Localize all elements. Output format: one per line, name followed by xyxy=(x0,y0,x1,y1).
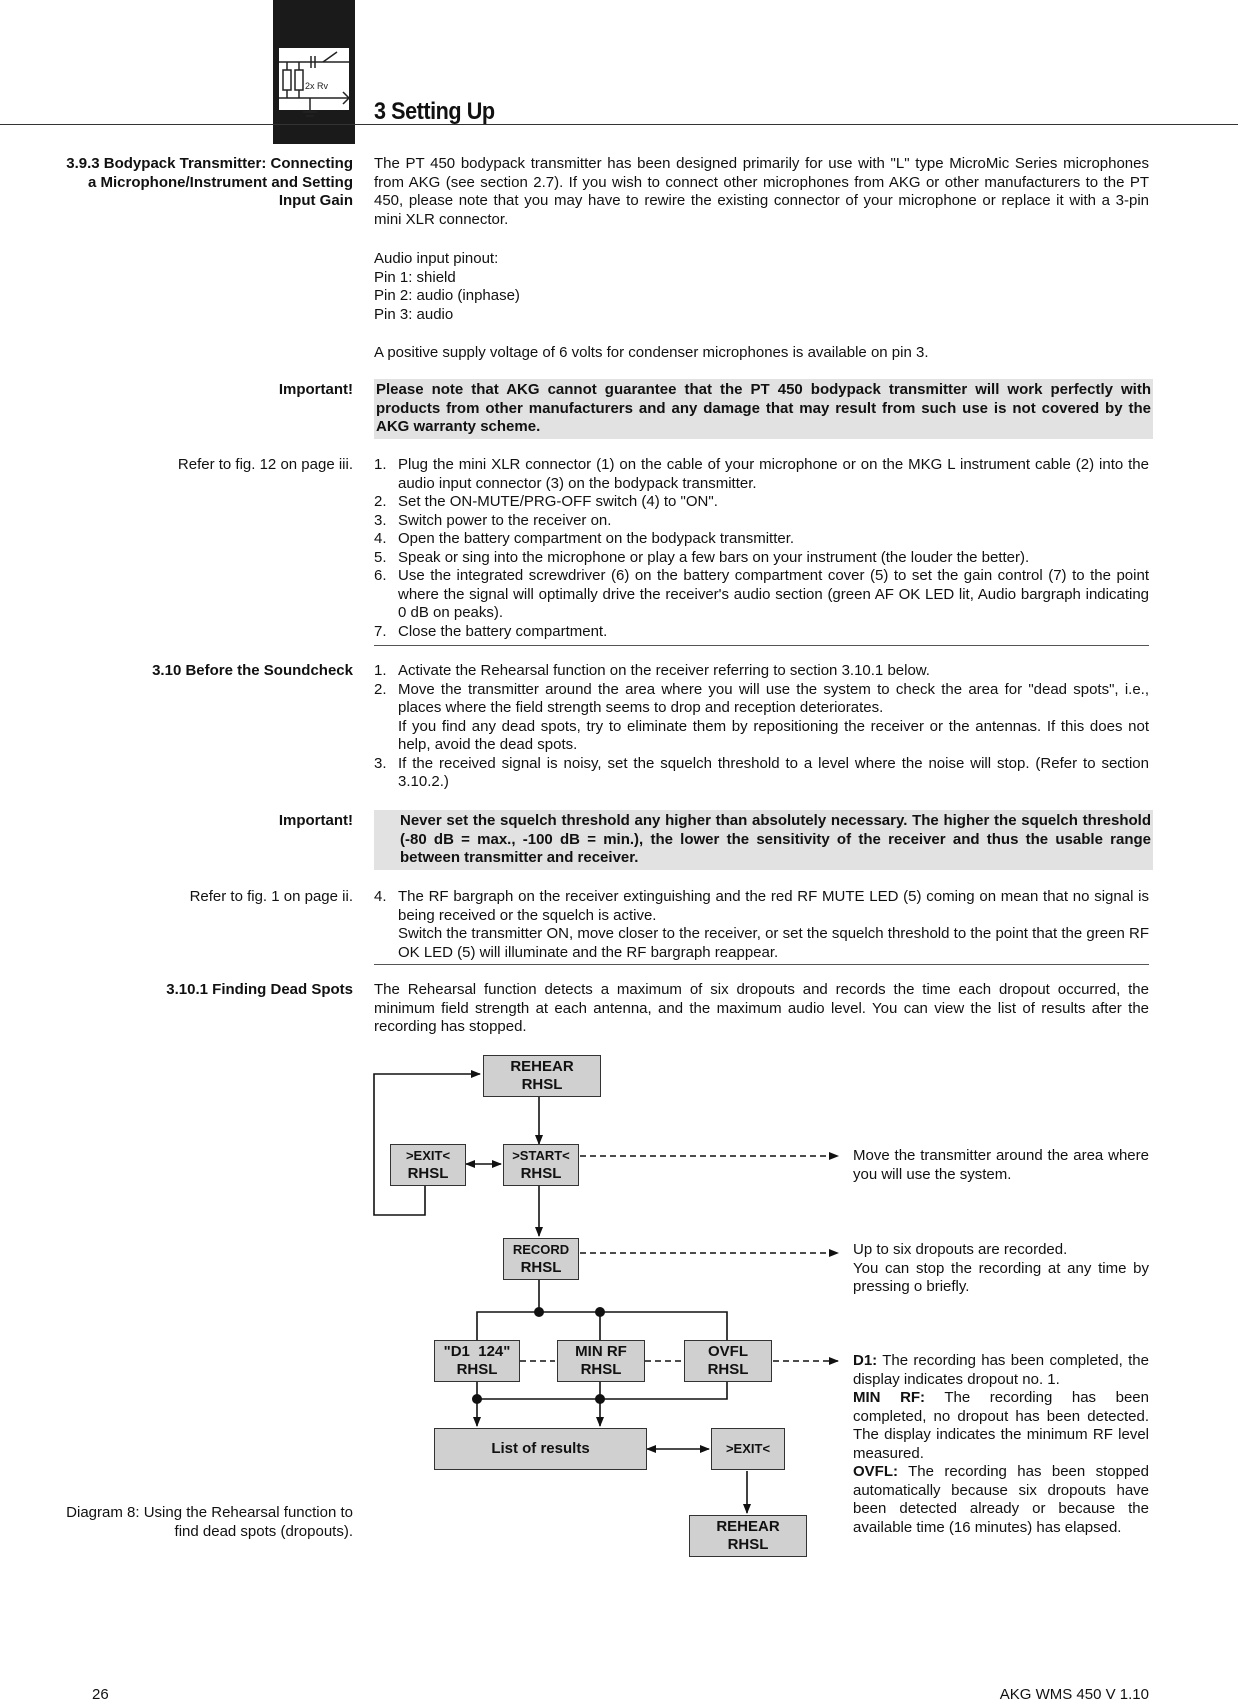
box-line: RHSL xyxy=(456,1361,498,1378)
display-exit-bottom xyxy=(711,1428,785,1470)
refer-fig-12: Refer to fig. 12 on page iii. xyxy=(177,456,353,473)
pin-2: Pin 2: audio (inphase) xyxy=(374,287,520,304)
important-text: Never set the squelch threshold any higher than absolutely necessary. The higher the squelch threshold (-80 dB = max., -100 dB = min.), the lower the sensitivity of the receiver and thus the usable range between transmitter and receiver. xyxy=(400,812,1151,866)
refer-fig-1: Refer to fig. 1 on page ii. xyxy=(189,888,353,905)
box-line: "D1 124" xyxy=(443,1343,511,1360)
step-text: The RF bargraph on the receiver extinguishing and the red RF MUTE LED (5) coming on mean that no signal is being received or the squelch is active. xyxy=(398,888,1149,924)
important-label: Important! xyxy=(278,381,353,398)
note-label: OVFL: xyxy=(853,1463,898,1480)
display-minrf xyxy=(557,1340,645,1382)
box-line: RHSL xyxy=(407,1165,449,1182)
step-text: Plug the mini XLR connector (1) on the cable of your microphone or on the MKG L instrument cable (2) into the audio input connector (3) on the bodypack transmitter. xyxy=(398,456,1149,492)
note-d1 xyxy=(853,1352,1149,1389)
page-number: 26 xyxy=(92,1686,109,1703)
step-number: 1. xyxy=(374,662,387,679)
note-results xyxy=(853,1352,1149,1537)
section-heading-3101: 3.10.1 Finding Dead Spots xyxy=(166,981,353,998)
step-text: If the received signal is noisy, set the squelch threshold to a level where the noise will stop. (Refer to section 3.10.2.) xyxy=(398,754,1149,790)
section-heading-393: 3.9.3 Bodypack Transmitter: Connecting a Microphone/Instrument and Setting Input Gain xyxy=(66,155,353,209)
step-text: If you find any dead spots, try to eliminate them by repositioning the receiver or the antennas. If this does not help, avoid the dead spots. xyxy=(398,717,1149,753)
box-line: OVFL xyxy=(708,1343,748,1360)
step-text: Use the integrated screwdriver (6) on the battery compartment cover (5) to set the gain control (7) to the point where the signal will optimally drive the receiver's audio section (green AF OK LED lit, Audio bargraph indicating 0 dB on peaks). xyxy=(398,567,1149,621)
display-ovfl xyxy=(684,1340,772,1382)
diagram-caption: Diagram 8: Using the Rehearsal function to find dead spots (dropouts). xyxy=(66,1504,353,1540)
step-text: Open the battery compartment on the bodypack transmitter. xyxy=(398,530,795,547)
document-id: AKG WMS 450 V 1.10 xyxy=(999,1686,1149,1703)
step-number: 3. xyxy=(374,754,387,772)
step-text: Switch the transmitter ON, move closer to the receiver, or set the squelch threshold to the point that the green RF OK LED (5) will illuminate and the RF bargraph reappear. xyxy=(398,925,1149,961)
display-exit xyxy=(390,1144,466,1186)
pinout-title: Audio input pinout: xyxy=(374,250,499,267)
box-line: RHSL xyxy=(580,1361,622,1378)
display-record xyxy=(503,1238,579,1280)
note-text: Move the transmitter around the area where you will use the system. xyxy=(853,1147,1149,1183)
step-text: Switch power to the receiver on. xyxy=(398,511,612,529)
display-rehear-bottom xyxy=(689,1515,807,1557)
display-rehear-top xyxy=(483,1055,601,1097)
box-line: >EXIT< xyxy=(725,1441,771,1456)
step-number: 4. xyxy=(374,888,387,905)
note-ovfl xyxy=(853,1463,1149,1537)
display-d1 xyxy=(434,1340,520,1382)
important-text: Please note that AKG cannot guarantee that the PT 450 bodypack transmitter will work perfectly with products from other manufacturers and any damage that may result from such use is not covered by the AKG warranty scheme. xyxy=(376,381,1151,435)
box-line: REHEAR xyxy=(716,1518,780,1535)
step-number: 2. xyxy=(374,493,387,510)
step-text: Activate the Rehearsal function on the receiver referring to section 3.10.1 below. xyxy=(398,662,930,679)
step-text: Close the battery compartment. xyxy=(398,622,608,640)
note-move xyxy=(853,1147,1149,1184)
box-line: RHSL xyxy=(707,1361,749,1378)
box-line: RHSL xyxy=(521,1076,563,1093)
list-of-results-box xyxy=(434,1428,647,1470)
step-text: Move the transmitter around the area where you will use the system to check the area for "dead spots", i.e., places where the field strength seems to drop and reception deteriorates. xyxy=(398,680,1149,716)
box-line: REHEAR xyxy=(510,1058,574,1075)
note-text: Up to six dropouts are recorded. xyxy=(853,1241,1068,1258)
step-text: Set the ON-MUTE/PRG-OFF switch (4) to "ON". xyxy=(398,493,718,510)
note-text: The recording has been stopped automatically because six dropouts have been detected already or because the available time (16 minutes) has elapsed. xyxy=(853,1463,1149,1536)
step-number: 5. xyxy=(374,548,387,566)
box-line: MIN RF xyxy=(575,1343,627,1360)
note-text: The recording has been completed, the display indicates dropout no. 1. xyxy=(853,1352,1149,1388)
step-number: 3. xyxy=(374,511,387,529)
pin-3: Pin 3: audio xyxy=(374,305,454,323)
box-line: RECORD xyxy=(512,1242,570,1257)
pin-1: Pin 1: shield xyxy=(374,268,456,286)
step-text: Speak or sing into the microphone or play a few bars on your instrument (the louder the better). xyxy=(398,548,1030,566)
note-text: You can stop the recording at any time by pressing o briefly. xyxy=(853,1259,1149,1295)
step-number: 4. xyxy=(374,530,387,547)
step-number: 7. xyxy=(374,622,387,640)
step-number: 2. xyxy=(374,680,387,698)
note-label: D1: xyxy=(853,1352,878,1369)
step-number: 1. xyxy=(374,456,387,473)
junction-dot xyxy=(534,1307,544,1317)
box-line: RHSL xyxy=(727,1536,769,1553)
box-line: List of results xyxy=(491,1440,590,1457)
junction-dot xyxy=(472,1394,482,1404)
paragraph: The PT 450 bodypack transmitter has been designed primarily for use with "L" type MicroMic Series microphones from AKG (see section 2.7). If you wish to connect other microphones from AKG or other manufacturers to the PT 450, please note that you may have to rewire the existing connector of your microphone or replace it with a 3-pin mini XLR connector. xyxy=(374,155,1149,228)
note-text: The recording has been completed, no dropout has been detected. The display indicates the minimum RF level measured. xyxy=(853,1389,1149,1462)
paragraph: A positive supply voltage of 6 volts for condenser microphones is available on pin 3. xyxy=(374,344,929,361)
step-number: 6. xyxy=(374,567,387,584)
box-line: >START< xyxy=(512,1148,570,1163)
logo-label: 2x Rv xyxy=(305,81,329,91)
note-minrf xyxy=(853,1389,1149,1463)
important-label: Important! xyxy=(278,812,353,829)
section-heading-310: 3.10 Before the Soundcheck xyxy=(152,662,353,679)
paragraph: The Rehearsal function detects a maximum of six dropouts and records the time each dropout occurred, the minimum field strength at each antenna, and the maximum audio level. You can view the list of results after the recording has stopped. xyxy=(374,981,1149,1035)
display-start xyxy=(503,1144,579,1186)
note-label: MIN RF: xyxy=(853,1389,926,1406)
junction-dot xyxy=(595,1307,605,1317)
box-line: RHSL xyxy=(520,1165,562,1182)
junction-dot xyxy=(595,1394,605,1404)
note-record xyxy=(853,1241,1149,1297)
chapter-title: 3 Setting Up xyxy=(374,98,495,125)
box-line: RHSL xyxy=(520,1259,562,1276)
box-line: >EXIT< xyxy=(405,1148,451,1163)
